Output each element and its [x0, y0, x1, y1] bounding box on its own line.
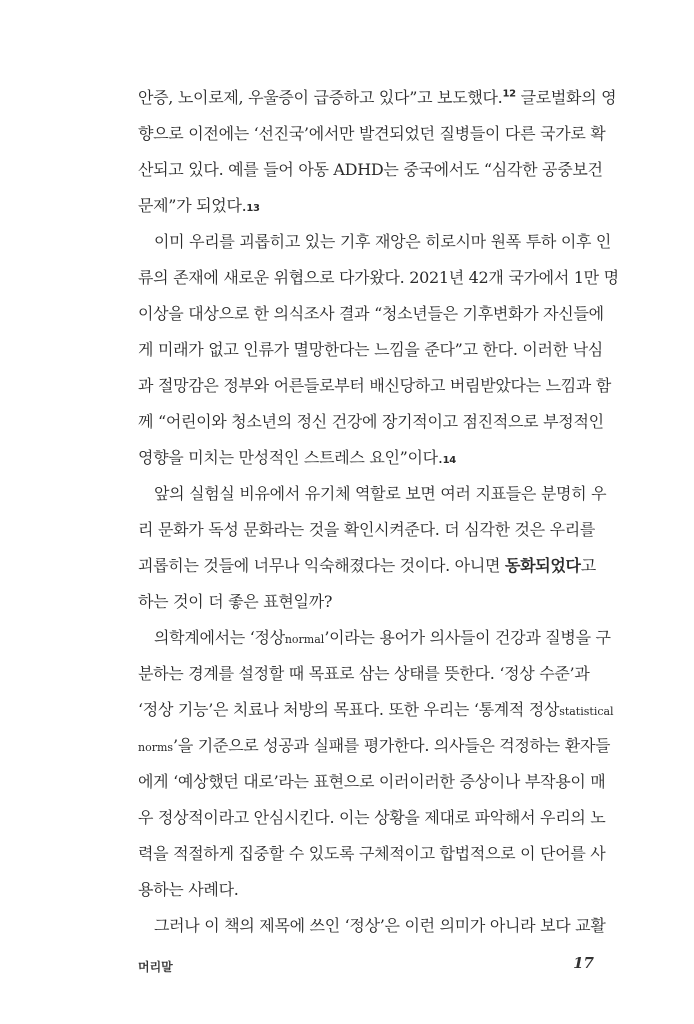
text-line: 영향을 미치는 만성적인 스트레스 요인”이다. 14 — [138, 448, 456, 467]
footnote-ref: 12 — [502, 88, 516, 100]
text-line: 께 “어린이와 청소년의 정신 건강에 장기적이고 점진적으로 부정적인 — [138, 412, 604, 431]
text-line: 하는 것이 더 좋은 표현일까? — [138, 592, 333, 611]
text-line: 력을 적절하게 집중할 수 있도록 구체적이고 합법적으로 이 단어를 사 — [138, 844, 606, 863]
page-number: 17 — [573, 954, 594, 972]
text-line: 그러나 이 책의 제목에 쓰인 ‘정상’은 이런 의미가 아니라 보다 교활 — [154, 916, 606, 935]
english-term: normal — [284, 633, 325, 646]
text-line: 괴롭히는 것들에 너무나 익숙해졌다는 것이다. 아니면 동화되었다고 — [138, 556, 596, 575]
text-line: 리 문화가 독성 문화라는 것을 확인시켜준다. 더 심각한 것은 우리를 — [138, 520, 596, 539]
text-line: 앞의 실험실 비유에서 유기체 역할로 보면 여러 지표들은 분명히 우 — [154, 484, 607, 503]
text-line: 문제”가 되었다. 13 — [138, 196, 260, 215]
text-segment: 안증, 노이로제, 우울증이 급증하고 있다”고 보도했다.$^{12}$ 글로벌화의 영 — [138, 88, 617, 107]
emphasis-text: 동화되었다 — [504, 556, 581, 575]
english-term: norms — [138, 741, 174, 754]
text-line: 의학계에서는 ‘정상normal’이라는 용어가 의사들이 건강과 질병을 구 — [154, 628, 611, 647]
text-line: 과 절망감은 정부와 어른들로부터 배신당하고 버림받았다는 느낌과 함 — [138, 376, 612, 395]
text-line: ‘정상 기능’은 치료나 처방의 목표다. 또한 우리는 ‘통계적 정상statistical — [138, 700, 614, 719]
text-line: 산되고 있다. 예를 들어 아동 ADHD는 중국에서도 “심각한 공중보건 — [138, 160, 603, 179]
text-line: 분하는 경계를 설정할 때 목표로 삼는 상태를 뜻한다. ‘정상 수준’과 — [138, 664, 590, 683]
text-line: 우 정상적이라고 안심시킨다. 이는 상황을 제대로 파악해서 우리의 노 — [138, 808, 606, 827]
text-line — [138, 83, 617, 113]
text-line: norms’을 기준으로 성공과 실패를 평가한다. 의사들은 걱정하는 환자들 — [138, 736, 611, 755]
text-line: 향으로 이전에는 ‘선진국’에서만 발견되었던 질병들이 다른 국가로 확 — [138, 124, 606, 143]
text-line: 이미 우리를 괴롭히고 있는 기후 재앙은 히로시마 원폭 투하 이후 인 — [154, 232, 612, 251]
text-line: 이상을 대상으로 한 의식조사 결과 “청소년들은 기후변화가 자신들에 — [138, 304, 604, 323]
text-line: 에게 ‘예상했던 대로’라는 표현으로 이러이러한 증상이나 부작용이 매 — [138, 772, 606, 791]
text-line: 게 미래가 없고 인류가 멸망한다는 느낌을 준다”고 한다. 이러한 낙심 — [138, 340, 603, 359]
english-term: statistical — [559, 705, 614, 718]
running-footer-section: 머리말 — [138, 960, 173, 974]
text-line: 류의 존재에 새로운 위협으로 다가왔다. 2021년 42개 국가에서 1만 명 — [138, 268, 619, 287]
text-line: 용하는 사례다. — [138, 880, 239, 899]
